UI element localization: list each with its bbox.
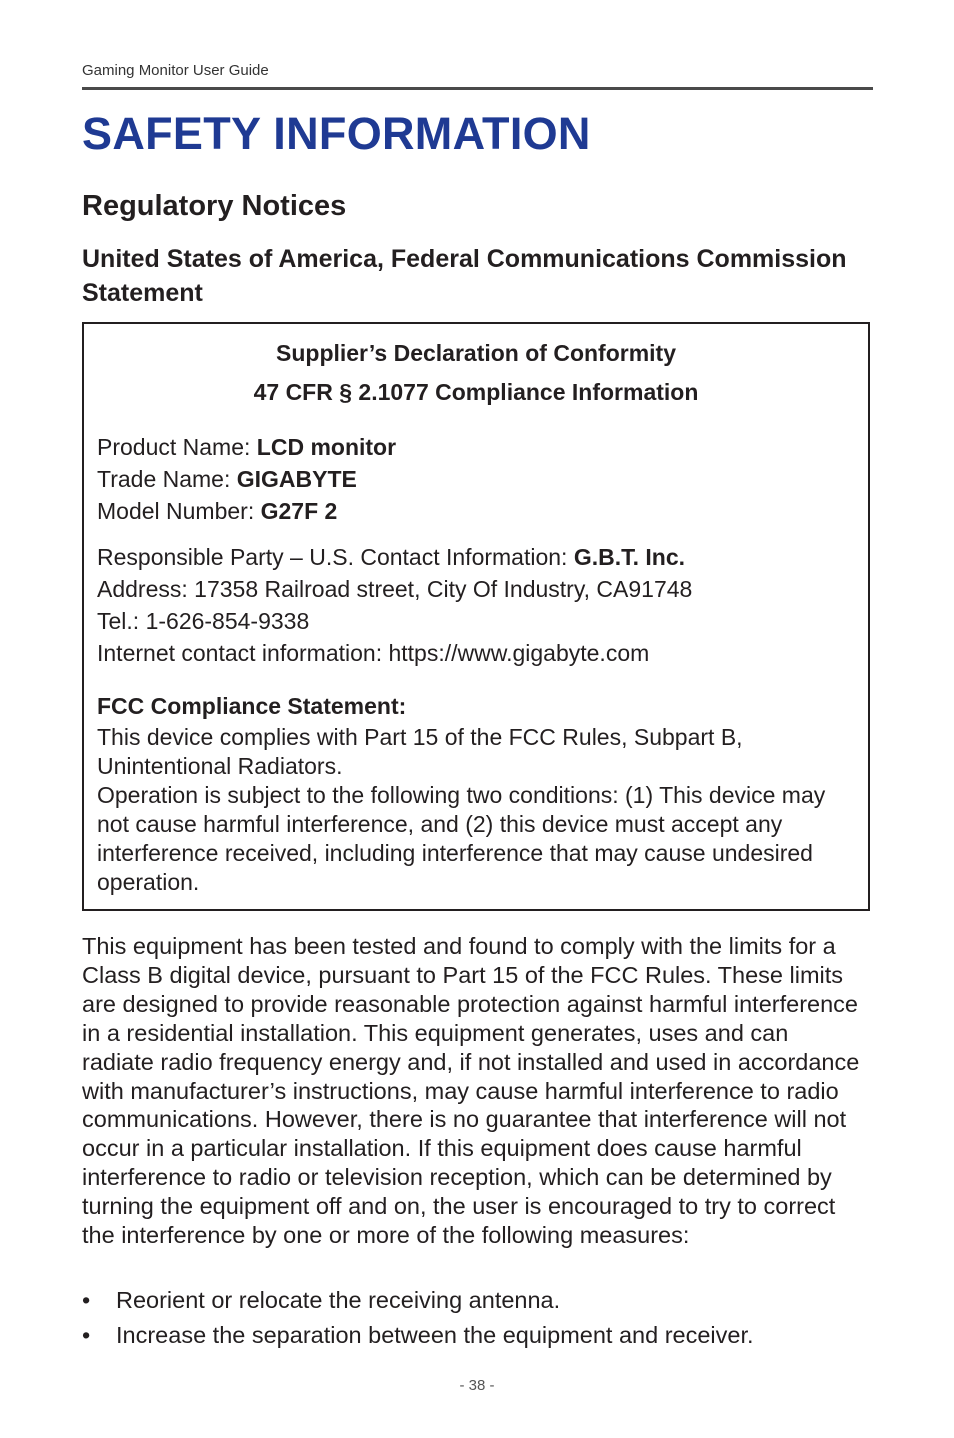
list-item-text: Increase the separation between the equipment and receiver. bbox=[116, 1322, 754, 1348]
fcc-text-conditions: Operation is subject to the following two conditions: (1) This device may not cause harmful interference, and (2) this device must accept any interference received, including interference that may cause undesired operation. bbox=[97, 782, 826, 895]
product-name-label: Product Name: bbox=[97, 434, 257, 460]
header-divider bbox=[82, 87, 873, 90]
running-header: Gaming Monitor User Guide bbox=[82, 62, 269, 79]
responsible-party-value: G.B.T. Inc. bbox=[573, 544, 686, 570]
model-number-row bbox=[97, 495, 857, 527]
section-title: Regulatory Notices bbox=[82, 190, 347, 222]
measures-list bbox=[82, 1285, 862, 1355]
subsection-title: United States of America, Federal Communications Commission Statement bbox=[82, 245, 847, 307]
contact-info bbox=[97, 541, 857, 669]
product-info bbox=[97, 431, 857, 527]
tel-row: Tel.: 1-626-854-9338 bbox=[97, 608, 310, 634]
address-row: Address: 17358 Railroad street, City Of Industry, CA91748 bbox=[97, 576, 693, 602]
trade-name-label: Trade Name: bbox=[97, 466, 237, 492]
page-title: SAFETY INFORMATION bbox=[82, 108, 591, 159]
bullet-icon: • bbox=[82, 1322, 91, 1348]
page-number: - 38 - bbox=[459, 1377, 495, 1394]
list-item bbox=[82, 1320, 862, 1355]
list-item-text: Reorient or relocate the receiving antenna. bbox=[116, 1287, 561, 1313]
model-number-label: Model Number: bbox=[97, 498, 261, 524]
fcc-text-part15: This device complies with Part 15 of the FCC Rules, Subpart B, Unintentional Radiators. bbox=[97, 724, 743, 779]
trade-name-row bbox=[97, 463, 857, 495]
compliance-heading: 47 CFR § 2.1077 Compliance Information bbox=[253, 379, 699, 405]
trade-name-value: GIGABYTE bbox=[236, 466, 357, 492]
fcc-compliance-statement bbox=[97, 692, 857, 897]
body-paragraph: This equipment has been tested and found to comply with the limits for a Class B digital device, pursuant to Part 15 of the FCC Rules. These limits are designed to provide reasonable protection against harmful interference in a residential installation. This equipment generates, uses and can radiate radio frequency energy and, if not installed and used in accordance with manufacturer’s instructions, may cause harmful interference to radio communications. However, there is no guarantee that interference will not occur in a particular installation. If this equipment does cause harmful interference to radio or television reception, which can be determined by turning the equipment off and on, the user is encouraged to try to correct the interference by one or more of the following measures: bbox=[82, 933, 860, 1249]
internet-row: Internet contact information: https://www.gigabyte.com bbox=[97, 640, 650, 666]
responsible-party-label: Responsible Party – U.S. Contact Information: bbox=[97, 544, 574, 570]
bullet-icon: • bbox=[82, 1287, 91, 1313]
declaration-heading: Supplier’s Declaration of Conformity bbox=[276, 340, 676, 366]
fcc-heading: FCC Compliance Statement: bbox=[97, 693, 407, 719]
product-name-row bbox=[97, 431, 857, 463]
model-number-value: G27F 2 bbox=[260, 498, 338, 524]
product-name-value: LCD monitor bbox=[256, 434, 397, 460]
declaration-box bbox=[82, 322, 870, 911]
list-item bbox=[82, 1285, 862, 1320]
responsible-party-row bbox=[97, 541, 857, 573]
